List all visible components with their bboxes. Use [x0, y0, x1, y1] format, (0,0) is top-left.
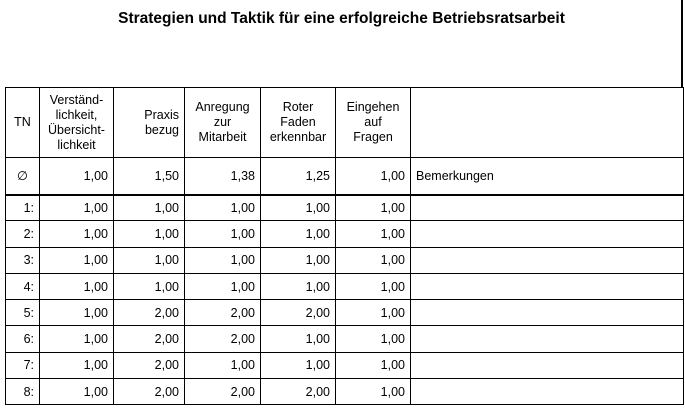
- rating-cell: 1,00: [40, 273, 114, 299]
- rating-cell: 1,00: [336, 273, 411, 299]
- rating-cell: 1,00: [114, 273, 185, 299]
- header-common-thread: Roter Faden erkennbar: [261, 88, 336, 158]
- participant-number: 1:: [6, 195, 40, 221]
- rating-cell: 1,00: [114, 221, 185, 247]
- rating-cell: 2,00: [114, 300, 185, 326]
- table-row: [6, 300, 684, 326]
- table-row: [6, 379, 684, 405]
- rating-cell: 1,00: [40, 247, 114, 273]
- rating-cell: 2,00: [261, 379, 336, 405]
- rating-cell: 1,00: [261, 247, 336, 273]
- rating-cell: 1,00: [336, 326, 411, 352]
- evaluation-table: [5, 87, 684, 405]
- header-practice-relevance: Praxis bezug: [114, 88, 185, 158]
- participant-number: 8:: [6, 379, 40, 405]
- participant-number: 4:: [6, 273, 40, 299]
- rating-cell: 1,00: [114, 247, 185, 273]
- rating-cell: 2,00: [114, 352, 185, 378]
- remarks-cell: [411, 195, 684, 221]
- remarks-cell: [411, 247, 684, 273]
- participant-number: 3:: [6, 247, 40, 273]
- remarks-cell: [411, 221, 684, 247]
- rating-cell: 1,00: [185, 352, 261, 378]
- rating-cell: 1,00: [261, 352, 336, 378]
- header-answering-questions: Eingehen auf Fragen: [336, 88, 411, 158]
- rating-cell: 1,00: [336, 300, 411, 326]
- rating-cell: 1,00: [261, 326, 336, 352]
- rating-cell: 1,00: [261, 195, 336, 221]
- remarks-cell: [411, 379, 684, 405]
- header-row: [6, 88, 684, 158]
- average-value: 1,38: [185, 158, 261, 195]
- table-row: [6, 326, 684, 352]
- average-value: 1,50: [114, 158, 185, 195]
- rating-cell: 2,00: [185, 326, 261, 352]
- header-tn: TN: [6, 88, 40, 158]
- participant-number: 2:: [6, 221, 40, 247]
- rating-cell: 1,00: [40, 379, 114, 405]
- header-remarks: [411, 88, 684, 158]
- average-row: [6, 158, 684, 195]
- remarks-cell: [411, 326, 684, 352]
- rating-cell: 2,00: [261, 300, 336, 326]
- rating-cell: 2,00: [185, 379, 261, 405]
- header-encouragement: Anregung zur Mitarbeit: [185, 88, 261, 158]
- table-row: [6, 247, 684, 273]
- average-symbol: ∅: [6, 158, 40, 195]
- rating-cell: 1,00: [185, 195, 261, 221]
- participant-number: 5:: [6, 300, 40, 326]
- remarks-cell: [411, 352, 684, 378]
- remarks-cell: [411, 273, 684, 299]
- rating-cell: 1,00: [40, 352, 114, 378]
- rating-cell: 2,00: [114, 326, 185, 352]
- rating-cell: 1,00: [40, 326, 114, 352]
- rating-cell: 1,00: [336, 379, 411, 405]
- rating-cell: 1,00: [40, 195, 114, 221]
- rating-cell: 2,00: [114, 379, 185, 405]
- rating-cell: 1,00: [336, 221, 411, 247]
- rating-cell: 1,00: [336, 195, 411, 221]
- remarks-label: Bemerkungen: [411, 158, 684, 195]
- rating-cell: 1,00: [336, 247, 411, 273]
- title-box: [0, 0, 683, 88]
- header-understandability: Verständ- lichkeit, Übersicht- lichkeit: [40, 88, 114, 158]
- average-value: 1,25: [261, 158, 336, 195]
- remarks-cell: [411, 300, 684, 326]
- rating-cell: 1,00: [261, 273, 336, 299]
- average-value: 1,00: [336, 158, 411, 195]
- rating-cell: 1,00: [336, 352, 411, 378]
- rating-cell: 1,00: [40, 300, 114, 326]
- rating-cell: 1,00: [114, 195, 185, 221]
- average-value: 1,00: [40, 158, 114, 195]
- table-row: [6, 352, 684, 378]
- table-row: [6, 221, 684, 247]
- rating-cell: 1,00: [185, 247, 261, 273]
- rating-cell: 1,00: [40, 221, 114, 247]
- rating-cell: 1,00: [185, 273, 261, 299]
- table-row: [6, 195, 684, 221]
- participant-number: 6:: [6, 326, 40, 352]
- page-title: Strategien und Taktik für eine erfolgreiche Betriebsratsarbeit: [118, 10, 565, 27]
- participant-number: 7:: [6, 352, 40, 378]
- rating-cell: 1,00: [185, 221, 261, 247]
- rating-cell: 1,00: [261, 221, 336, 247]
- rating-cell: 2,00: [185, 300, 261, 326]
- table-row: [6, 273, 684, 299]
